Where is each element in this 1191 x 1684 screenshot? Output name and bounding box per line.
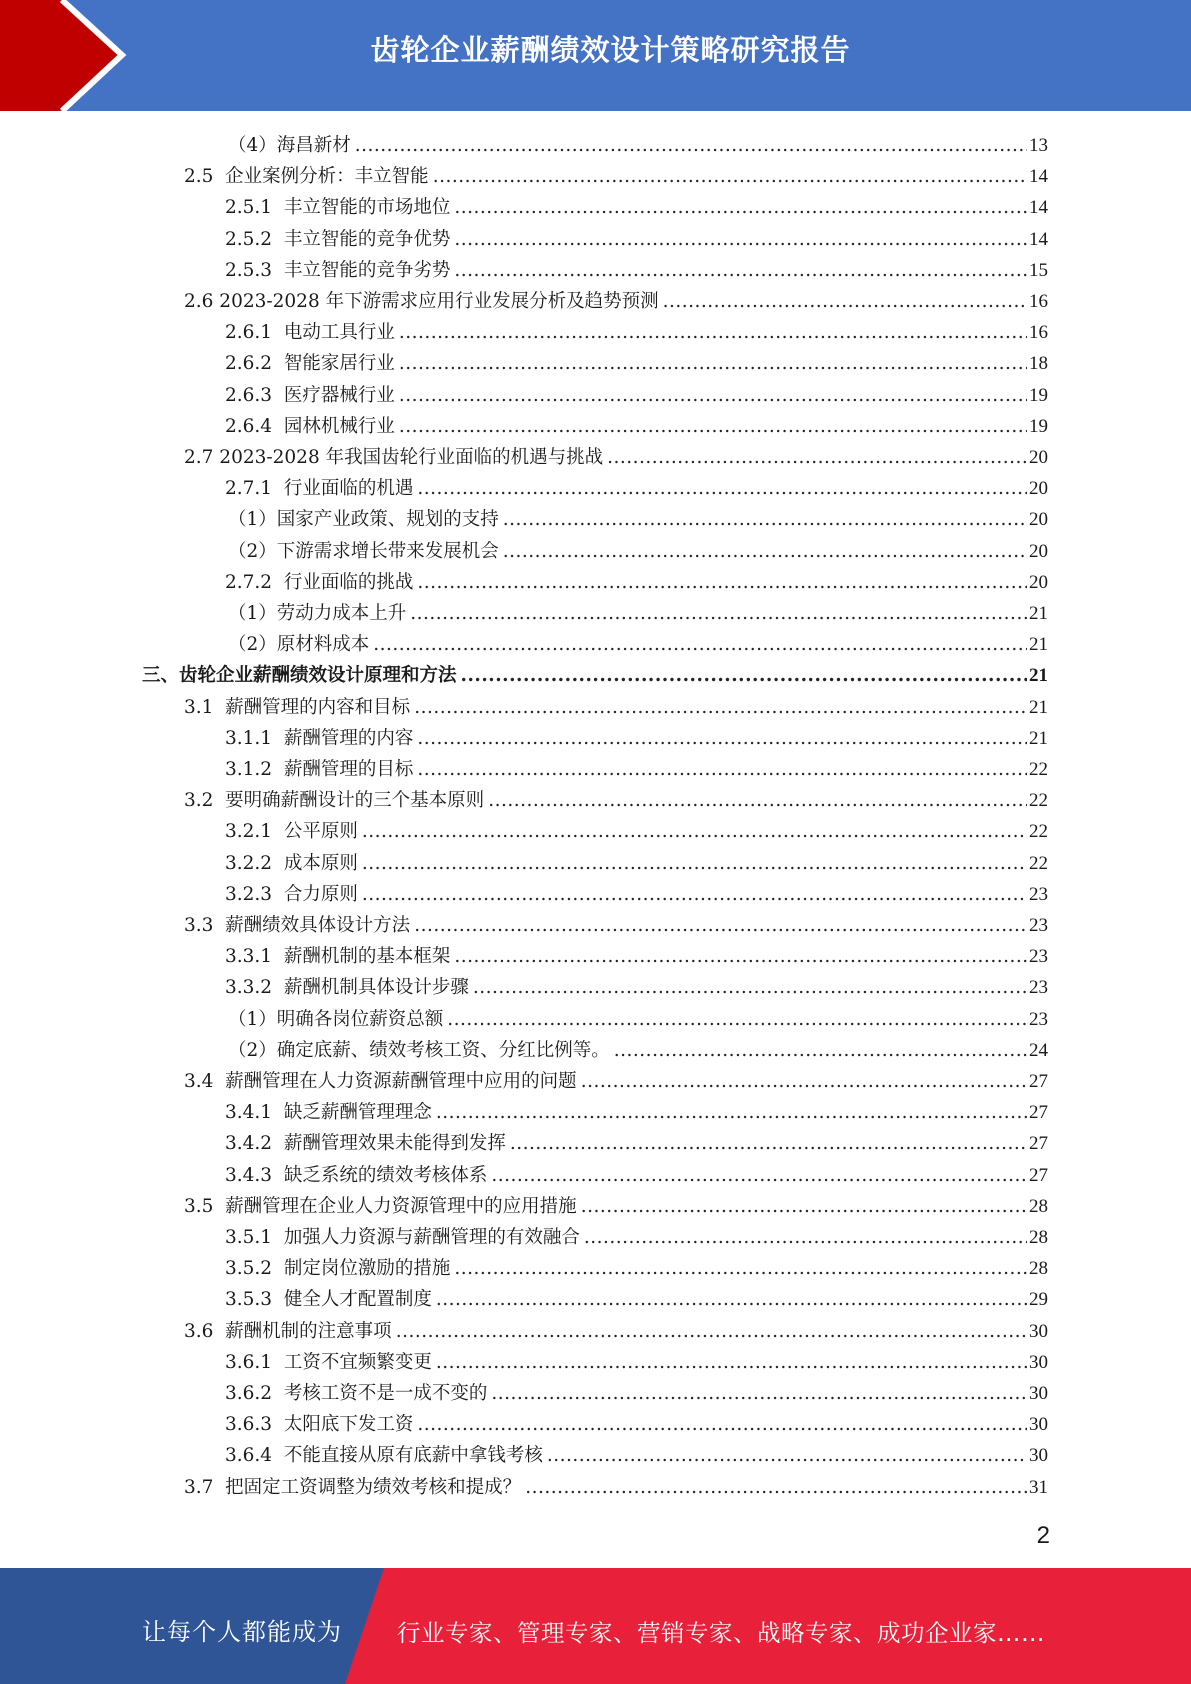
toc-entry-label: 3.1.1 薪酬管理的内容 xyxy=(225,727,414,749)
toc-entry[interactable] xyxy=(225,1219,1048,1249)
toc-entry-page: 21 xyxy=(1029,696,1048,718)
toc-entry-label: （2）原材料成本 xyxy=(228,634,370,656)
toc-entry-label: 3.1.2 薪酬管理的目标 xyxy=(225,759,414,780)
toc-entry[interactable] xyxy=(225,1406,1048,1436)
toc-dot-leader xyxy=(399,416,1027,438)
toc-entry[interactable] xyxy=(225,252,1048,282)
toc-dot-leader xyxy=(417,728,1027,750)
toc-dot-leader xyxy=(663,291,1027,313)
toc-dot-leader xyxy=(454,229,1027,251)
toc-dot-leader xyxy=(454,946,1027,968)
toc-dot-leader xyxy=(510,1133,1027,1155)
toc-entry-label: 2.7 2023-2028 年我国齿轮行业面临的机遇与挑战 xyxy=(184,447,604,468)
toc-entry-label: 3.5.2 制定岗位激励的措施 xyxy=(225,1258,451,1280)
toc-entry-page: 21 xyxy=(1029,634,1048,656)
toc-entry-label: 3.7 把固定工资调整为绩效考核和提成？ xyxy=(184,1476,522,1498)
toc-dot-leader xyxy=(362,853,1027,875)
toc-dot-leader xyxy=(547,1445,1027,1467)
toc-dot-leader xyxy=(410,603,1027,625)
toc-entry-page: 23 xyxy=(1029,1008,1048,1030)
toc-dot-leader xyxy=(417,1414,1027,1436)
toc-entry[interactable] xyxy=(225,845,1048,875)
toc-entry-label: 3.5.3 健全人才配置制度 xyxy=(225,1289,432,1311)
toc-entry-label: 3.3.2 薪酬机制具体设计步骤 xyxy=(225,977,469,999)
toc-entry-page: 30 xyxy=(1029,1351,1048,1373)
toc-entry-label: （1）国家产业政策、规划的支持 xyxy=(228,509,499,531)
toc-entry-page: 28 xyxy=(1029,1258,1048,1280)
toc-entry-label: （1）明确各岗位薪资总额 xyxy=(228,1008,444,1030)
toc-entry-page: 27 xyxy=(1029,1164,1048,1186)
toc-entry-label: 3.2.3 合力原则 xyxy=(225,883,358,905)
toc-dot-leader xyxy=(355,135,1027,157)
toc-entry[interactable] xyxy=(184,689,1048,719)
toc-dot-leader xyxy=(607,447,1027,469)
toc-entry-page: 21 xyxy=(1029,727,1048,749)
toc-entry-page: 22 xyxy=(1029,852,1048,874)
toc-entry[interactable] xyxy=(184,907,1048,937)
toc-entry-label: 2.7.1 行业面临的机遇 xyxy=(225,478,414,500)
toc-dot-leader xyxy=(473,977,1027,999)
toc-entry-label: 3.6.3 太阳底下发工资 xyxy=(225,1414,414,1436)
toc-dot-leader xyxy=(417,478,1027,500)
toc-dot-leader xyxy=(414,697,1027,719)
toc-entry[interactable] xyxy=(225,189,1048,219)
toc-entry-label: 3.5.1 加强人力资源与薪酬管理的有效融合 xyxy=(225,1227,580,1248)
toc-entry-page: 16 xyxy=(1029,322,1048,344)
toc-entry-page: 23 xyxy=(1029,883,1048,905)
toc-entry-page: 30 xyxy=(1029,1414,1048,1436)
toc-entry-page: 30 xyxy=(1029,1445,1048,1467)
toc-entry-label: 2.6 2023-2028 年下游需求应用行业发展分析及趋势预测 xyxy=(184,291,659,312)
toc-entry-label: 3.6.2 考核工资不是一成不变的 xyxy=(225,1383,488,1404)
toc-entry[interactable] xyxy=(184,439,1048,469)
toc-entry[interactable] xyxy=(225,1375,1048,1405)
toc-entry-page: 23 xyxy=(1029,915,1048,936)
toc-entry-label: 2.5.1 丰立智能的市场地位 xyxy=(225,197,451,219)
toc-dot-leader xyxy=(503,509,1027,531)
toc-entry-label: 3.6.1 工资不宜频繁变更 xyxy=(225,1351,432,1373)
report-title: 齿轮企业薪酬绩效设计策略研究报告 xyxy=(370,33,851,67)
toc-entry[interactable] xyxy=(225,1281,1048,1311)
toc-entry-label: 3.5 薪酬管理在企业人力资源管理中的应用措施 xyxy=(184,1195,577,1217)
toc-entry-page: 18 xyxy=(1029,353,1048,375)
toc-entry-label: （1）劳动力成本上升 xyxy=(228,603,407,624)
toc-entry-label: 2.5.2 丰立智能的竞争优势 xyxy=(225,228,451,250)
toc-entry[interactable] xyxy=(228,501,1048,531)
toc-entry-page: 14 xyxy=(1029,197,1048,219)
toc-entry[interactable] xyxy=(228,626,1048,656)
toc-entry[interactable] xyxy=(225,1094,1048,1124)
toc-dot-leader xyxy=(362,884,1027,906)
toc-entry-page: 16 xyxy=(1029,291,1048,312)
toc-dot-leader xyxy=(581,1196,1027,1218)
toc-entry-page: 14 xyxy=(1029,228,1048,250)
toc-entry[interactable] xyxy=(225,470,1048,500)
toc-entry-page: 22 xyxy=(1029,821,1048,843)
toc-dot-leader xyxy=(399,385,1027,407)
toc-entry-label: 3.4 薪酬管理在人力资源薪酬管理中应用的问题 xyxy=(184,1071,577,1092)
toc-entry[interactable] xyxy=(225,969,1048,999)
toc-dot-leader xyxy=(414,915,1027,937)
toc-entry[interactable] xyxy=(184,283,1048,313)
toc-entry-page: 22 xyxy=(1029,759,1048,780)
toc-entry[interactable] xyxy=(184,1313,1048,1343)
toc-dot-leader xyxy=(461,665,1027,687)
toc-entry[interactable] xyxy=(225,221,1048,251)
toc-entry[interactable] xyxy=(225,408,1048,438)
toc-entry[interactable] xyxy=(225,720,1048,750)
toc-dot-leader xyxy=(373,634,1027,656)
toc-dot-leader xyxy=(584,1227,1027,1249)
toc-dot-leader xyxy=(399,322,1027,344)
page-header xyxy=(0,0,1191,111)
toc-entry[interactable] xyxy=(184,1469,1048,1499)
toc-entry-page: 19 xyxy=(1029,415,1048,437)
toc-dot-leader xyxy=(525,1477,1027,1499)
toc-entry-label: （2）下游需求增长带来发展机会 xyxy=(228,540,499,562)
toc-entry[interactable] xyxy=(225,345,1048,375)
toc-entry-page: 28 xyxy=(1029,1195,1048,1217)
toc-entry-page: 19 xyxy=(1029,384,1048,406)
toc-dot-leader xyxy=(491,1383,1027,1405)
toc-entry[interactable] xyxy=(228,533,1048,563)
toc-entry[interactable] xyxy=(225,1344,1048,1374)
toc-entry-page: 21 xyxy=(1029,603,1048,624)
toc-entry-label: 2.5 企业案例分析：丰立智能 xyxy=(184,166,429,188)
toc-dot-leader xyxy=(399,353,1027,375)
toc-entry-label: 3.1 薪酬管理的内容和目标 xyxy=(184,696,411,718)
toc-entry[interactable] xyxy=(225,876,1048,906)
toc-entry-label: 3.2.2 成本原则 xyxy=(225,852,358,874)
toc-entry-label: （2）确定底薪、绩效考核工资、分红比例等。 xyxy=(228,1039,610,1061)
toc-entry-page: 20 xyxy=(1029,571,1048,593)
toc-entry-label: 3.2 要明确薪酬设计的三个基本原则 xyxy=(184,790,485,812)
toc-dot-leader xyxy=(491,1165,1027,1187)
toc-entry-label: 3.3.1 薪酬机制的基本框架 xyxy=(225,946,451,968)
toc-entry-page: 22 xyxy=(1029,790,1048,812)
toc-entry[interactable] xyxy=(184,1063,1048,1093)
toc-entry-page: 20 xyxy=(1029,447,1048,468)
toc-dot-leader xyxy=(614,1040,1027,1062)
toc-entry-label: 三、齿轮企业薪酬绩效设计原理和方法 xyxy=(142,665,457,687)
toc-entry-page: 24 xyxy=(1029,1039,1048,1061)
toc-entry-page: 23 xyxy=(1029,946,1048,968)
toc-entry-label: 3.4.3 缺乏系统的绩效考核体系 xyxy=(225,1164,488,1186)
toc-dot-leader xyxy=(396,1321,1027,1343)
toc-dot-leader xyxy=(362,821,1027,843)
toc-entry[interactable] xyxy=(228,1001,1048,1031)
toc-entry-page: 27 xyxy=(1029,1102,1048,1124)
toc-entry-label: 2.6.3 医疗器械行业 xyxy=(225,384,395,406)
toc-entry[interactable] xyxy=(225,1125,1048,1155)
toc-entry[interactable] xyxy=(225,314,1048,344)
toc-entry[interactable] xyxy=(225,377,1048,407)
toc-entry-label: 3.2.1 公平原则 xyxy=(225,821,358,843)
toc-entry-page: 27 xyxy=(1029,1133,1048,1155)
toc-entry-label: 2.6.2 智能家居行业 xyxy=(225,353,395,375)
toc-dot-leader xyxy=(581,1071,1027,1093)
toc-dot-leader xyxy=(454,260,1027,282)
toc-entry[interactable] xyxy=(225,751,1048,781)
toc-entry[interactable] xyxy=(225,1157,1048,1187)
toc-dot-leader xyxy=(436,1289,1027,1311)
toc-entry-page: 27 xyxy=(1029,1071,1048,1092)
toc-entry[interactable] xyxy=(228,595,1048,625)
toc-entry-page: 20 xyxy=(1029,540,1048,562)
toc-entry[interactable] xyxy=(228,1032,1048,1062)
toc-dot-leader xyxy=(447,1009,1027,1031)
toc-entry-page: 20 xyxy=(1029,509,1048,531)
footer-slogan-left: 让每个人都能成为 xyxy=(142,1618,342,1646)
toc-dot-leader xyxy=(417,572,1027,594)
toc-entry-page: 15 xyxy=(1029,259,1048,281)
toc-entry[interactable] xyxy=(225,1250,1048,1280)
toc-dot-leader xyxy=(436,1102,1027,1124)
toc-entry-page: 28 xyxy=(1029,1227,1048,1248)
toc-entry[interactable] xyxy=(225,564,1048,594)
toc-entry[interactable] xyxy=(184,782,1048,812)
toc-entry-page: 30 xyxy=(1029,1320,1048,1342)
toc-entry-page: 29 xyxy=(1029,1289,1048,1311)
footer-slogan-right: 行业专家、管理专家、营销专家、战略专家、成功企业家…… xyxy=(397,1619,1045,1647)
toc-entry-page: 13 xyxy=(1029,135,1048,156)
toc-entry-page: 30 xyxy=(1029,1383,1048,1404)
toc-entry[interactable] xyxy=(225,1437,1048,1467)
toc-entry[interactable] xyxy=(228,127,1048,157)
toc-entry-page: 20 xyxy=(1029,478,1048,500)
toc-entry-page: 23 xyxy=(1029,977,1048,999)
toc-entry-label: 3.4.1 缺乏薪酬管理理念 xyxy=(225,1102,432,1124)
toc-entry-label: （4）海昌新材 xyxy=(228,135,351,156)
toc-dot-leader xyxy=(488,790,1027,812)
toc-dot-leader xyxy=(503,541,1027,563)
toc-entry[interactable] xyxy=(225,813,1048,843)
toc-dot-leader xyxy=(436,1352,1027,1374)
toc-entry-label: 2.7.2 行业面临的挑战 xyxy=(225,571,414,593)
toc-entry-label: 3.3 薪酬绩效具体设计方法 xyxy=(184,915,411,936)
toc-entry[interactable] xyxy=(184,1188,1048,1218)
toc-dot-leader xyxy=(454,1258,1027,1280)
page-footer xyxy=(0,1568,1191,1684)
toc-entry-label: 3.4.2 薪酬管理效果未能得到发挥 xyxy=(225,1133,506,1155)
page-number: 2 xyxy=(1036,1522,1050,1549)
toc-dot-leader xyxy=(433,166,1027,188)
toc-entry-label: 2.6.4 园林机械行业 xyxy=(225,415,395,437)
toc-entry-label: 3.6.4 不能直接从原有底薪中拿钱考核 xyxy=(225,1445,543,1467)
toc-entry[interactable] xyxy=(225,938,1048,968)
toc-entry-label: 2.6.1 电动工具行业 xyxy=(225,322,395,344)
toc-dot-leader xyxy=(417,759,1027,781)
toc-entry-label: 3.6 薪酬机制的注意事项 xyxy=(184,1320,392,1342)
toc-dot-leader xyxy=(454,197,1027,219)
toc-entry[interactable] xyxy=(142,657,1048,687)
toc-entry-page: 14 xyxy=(1029,166,1048,188)
toc-entry-page: 31 xyxy=(1029,1476,1048,1498)
toc-entry-label: 2.5.3 丰立智能的竞争劣势 xyxy=(225,259,451,281)
toc-entry-page: 21 xyxy=(1029,665,1048,687)
toc-entry[interactable] xyxy=(184,158,1048,188)
